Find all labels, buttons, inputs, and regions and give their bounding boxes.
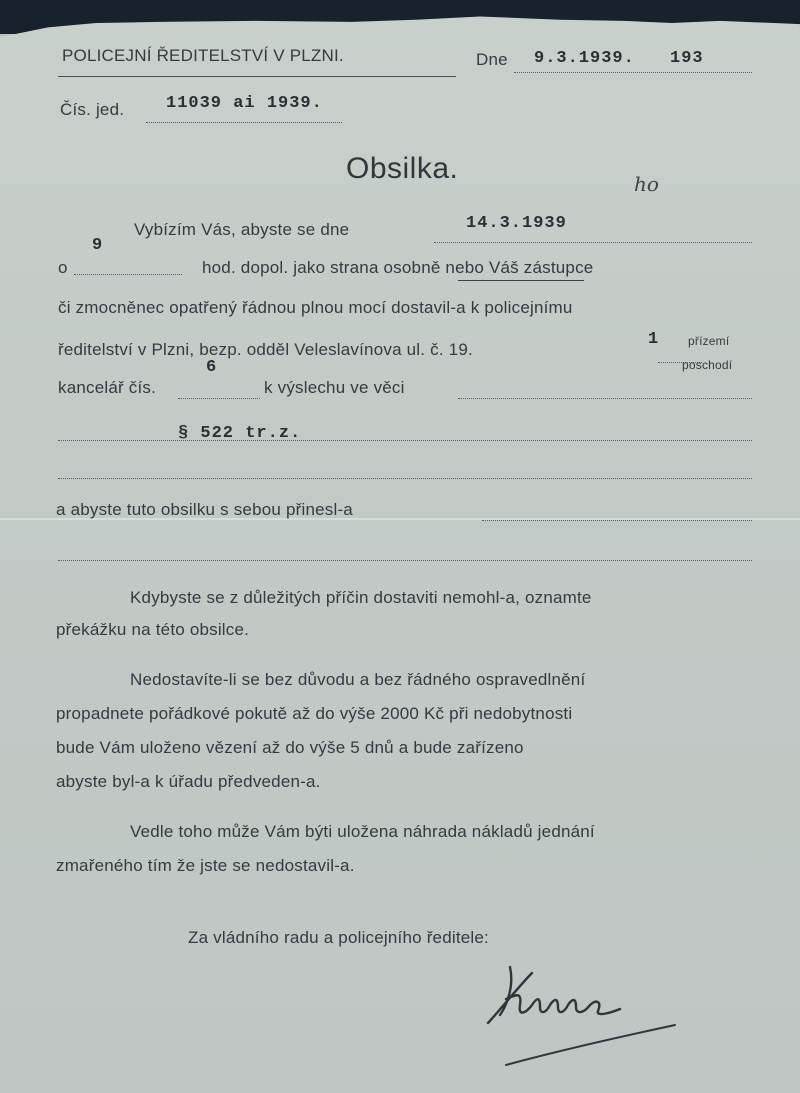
authority-underline — [58, 76, 456, 77]
signature-caption: Za vládního radu a policejního ředitele: — [188, 928, 489, 947]
date-value: 9.3.1939. — [534, 49, 635, 68]
summons-line-4: ředitelství v Plzni, bezp. odděl Veleslavínova ul. č. 19. — [58, 340, 473, 359]
handwritten-underline — [458, 280, 584, 281]
office-label: kancelář čís. — [58, 378, 157, 397]
matter-value-dotted-line — [58, 440, 752, 441]
date-dotted-line — [514, 72, 752, 73]
notice-p3-line1: Vedle toho může Vám býti uložena náhrada nákladů jednání — [130, 822, 595, 841]
blank-dotted-line-2 — [58, 560, 752, 561]
summons-line-1: Vybízím Vás, abyste se dne — [134, 220, 350, 239]
appointment-date-value: 14.3.1939 — [466, 214, 567, 233]
bring-dotted-line — [482, 520, 752, 521]
office-dotted-line — [178, 398, 260, 399]
appointment-date-dotted-line — [434, 242, 752, 243]
floor-value: 1 — [648, 330, 660, 349]
ref-value: 11039 ai 1939. — [166, 94, 323, 113]
ref-dotted-line — [146, 122, 342, 123]
notice-p3-line2: zmařeného tím že jste se nedostavil-a. — [56, 856, 355, 875]
handwritten-mark: ho — [634, 172, 659, 196]
office-value: 6 — [206, 358, 218, 377]
document-title: Obsilka. — [346, 152, 459, 185]
floor-label-upper: poschodí — [682, 358, 733, 372]
notice-p1-line1: Kdybyste se z důležitých příčin dostaviti nemohl-a, oznamte — [130, 588, 592, 607]
matter-dotted-line — [458, 398, 752, 399]
floor-label-ground: přízemí — [688, 334, 730, 348]
authority-heading: POLICEJNÍ ŘEDITELSTVÍ V PLZNI. — [62, 46, 344, 65]
summons-line-6: a abyste tuto obsilku s sebou přinesl-a — [56, 500, 353, 519]
hour-value: 9 — [92, 236, 104, 255]
ref-label: Čís. jed. — [60, 100, 125, 119]
notice-p2-line1: Nedostavíte-li se bez důvodu a bez řádného ospravedlnění — [130, 670, 586, 689]
summons-line-3: či zmocněnec opatřený řádnou plnou mocí dostavil-a k policejnímu — [58, 298, 573, 317]
notice-p2-line2: propadnete pořádkové pokutě až do výše 2000 Kč při nedobytnosti — [56, 704, 573, 723]
notice-p1-line2: překážku na této obsilce. — [56, 620, 250, 639]
matter-value: § 522 tr.z. — [178, 424, 302, 443]
notice-p2-line4: abyste byl-a k úřadu předveden-a. — [56, 772, 321, 791]
date-suffix: 193 — [670, 49, 704, 68]
notice-p2-line3: bude Vám uloženo vězení až do výše 5 dnů a bude zařízeno — [56, 738, 524, 757]
handwritten-signature — [470, 955, 690, 1070]
hour-dotted-line — [74, 274, 182, 275]
date-label: Dne — [476, 50, 508, 69]
hour-prefix: o — [58, 258, 68, 277]
blank-dotted-line-1 — [58, 478, 752, 479]
summons-line-2: hod. dopol. jako strana osobně nebo Váš zástupce — [202, 258, 594, 277]
matter-label: k výslechu ve věci — [264, 378, 405, 397]
